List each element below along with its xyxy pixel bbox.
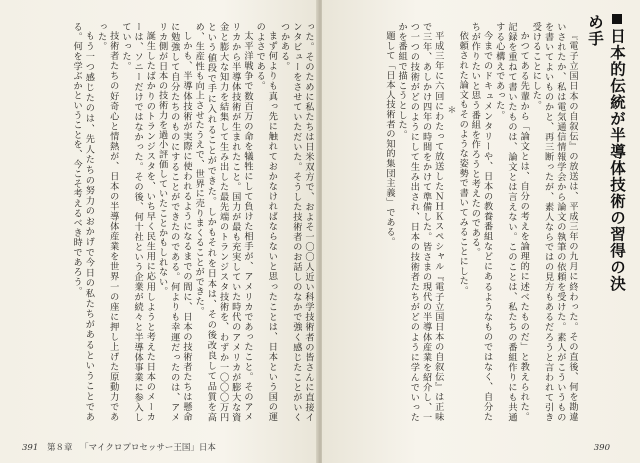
left-paragraph: 技術者たちの好奇心と情熱が、日本の半導体産業を世界一の座に押し上げた原動力であった。 [95,22,119,422]
left-page-body [14,22,314,422]
right-paragraph: 題して「日本人技術者の知的集団主義」である。 [383,31,395,247]
heading-square-icon [612,14,622,24]
left-paragraph: まず何よりも真っ先に触れておかなければならないと思ったことは、日本という国の運のよさである。 [254,22,278,422]
left-page-footer [22,441,216,453]
right-page [322,0,640,463]
section-title-text: 日本的伝統が半導体技術の習得の決め手 [586,14,626,292]
right-paragraph: 『電子立国日本の自叙伝』の放送は、平成三年の九月に終わった。その直後、何を勘違いされたか、私は電気通信情報学会から論文の執筆の依頼を受けた。素人がこういうものを書いてよいものかと、再三断ったが、素人ならではの見方もあるだろうと言われて引き受けることにした。 [530,22,578,422]
right-paragraph: 今までのドキュメンタリーや、日本の教養番組などにあるようなものではなく、自分たちが作りたいと思う番組を作ろうと考えたのである。 [469,22,493,422]
page-number: 391 [22,443,39,453]
left-paragraph: 誕生したばかりのトランジスタを、いち早く民生用に応用しようと考えた日本のメーカーは、ソニーだけではなかった。その後、何十社という企業が続々と半導体事業に参入していった。 [119,22,156,422]
left-paragraph: しかも、半導体技術が実際に使われるようになるまでの間に、日本の技術者たちは懸命に勉強して自分たちのものにすることができたのである。何よりも幸運だったのは、アメリカ側が日本の技術力を過小評価していたことかもしれない。 [156,22,192,422]
right-paragraph: かつてある先輩から「論文とは、自分の考えを論理的に述べたものだ」と教えられた。記録を重ねて書いたものは、論文とは言えない。このことは、私たちの番組作りにも共通する心構えであった。 [493,22,530,422]
chapter-label: 第８章 [46,443,73,453]
right-page-footer [594,443,616,453]
section-heading [586,14,628,299]
right-paragraph: 平成三年に六回にわたって放送したＮＨＫスペシャル『電子立国日本の自叙伝』は正味で三年、あしかけ四年の時間をかけて準備した。皆さまの現代の半導体産業を紹介し、一つ一つの技術がどのようにして生み出され、日本の技術者たちがどのように学んでいったかを番組で描こうとした。 [396,22,444,422]
section-break-star: ＊ [444,104,456,115]
right-page-body [326,22,578,422]
right-paragraph: 依頼された論文もそのような姿勢で書いてみることにした。 [457,31,469,296]
left-paragraph: った。そのために私たちは日米双方で、およそ一〇〇人近い科学技術者の皆さんに直接インタビューをさせていただいた。そうした技術者のお話しのなかで強く感じたことがいくつかある。 [278,22,314,422]
chapter-title: 「マイクロプロセッサー王国」日本 [80,443,216,453]
page-number: 390 [593,443,610,453]
left-page [0,0,318,463]
left-paragraph: もう一つ感じたのは、先人たちの努力のおかげで今日の私たちがあるということである。何を学ぶかということを、今こそ考えるべき時であろう。 [71,22,95,422]
left-paragraph: 太平洋戦争で数百万の命を犠牲にして負けた相手が、アメリカであったこと。そのアメリカから半導体技術が生まれたこと。国力が最も充実していた時代のアメリカが膨大な資金と膨大な知力を結集して生み出した最先端のトランジスタ技術を、わずか一〇〇〇万円という値段で手に入れることができた。しかもそれを日本は、その後改良して品質を高め、生産性も向上させたうえで、世界に売りまくることができた。 [193,22,253,422]
